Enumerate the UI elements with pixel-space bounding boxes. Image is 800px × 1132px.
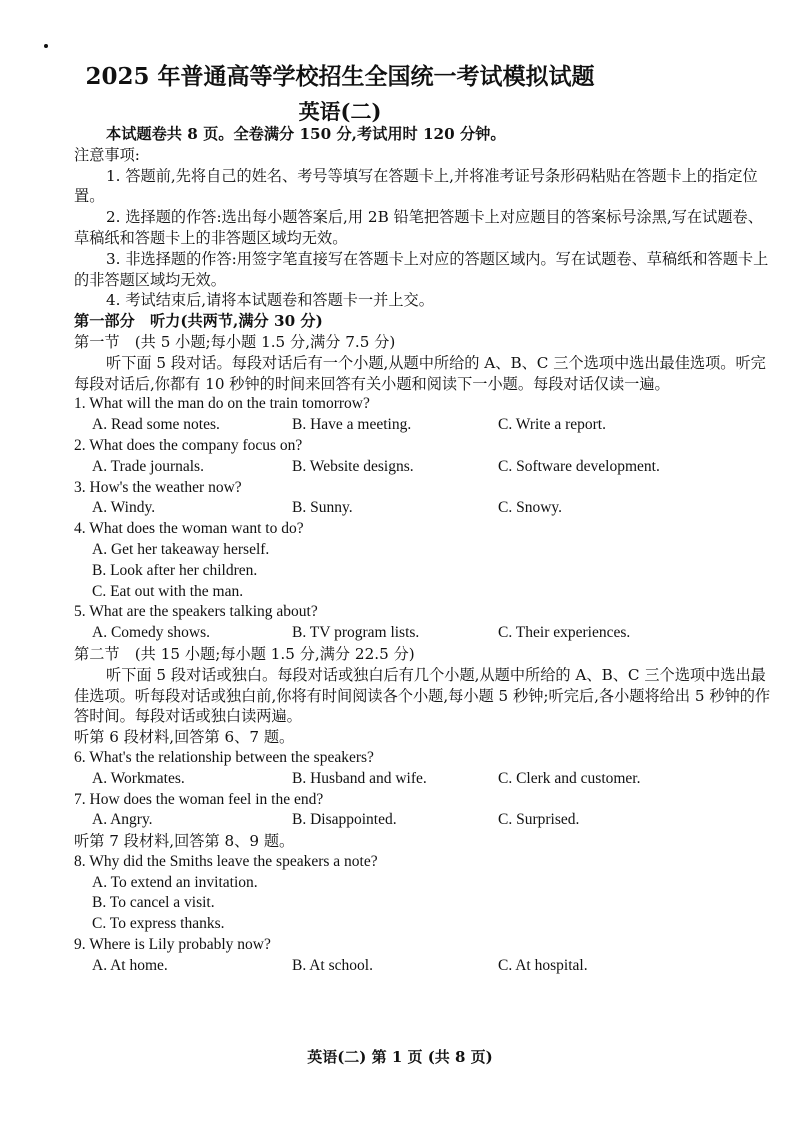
option-a: A. Angry.: [92, 811, 153, 829]
option-c: C. Surprised.: [498, 811, 580, 829]
notice-item-4: 4. 考试结束后,请将本试题卷和答题卡一并上交。: [106, 291, 434, 310]
option-row: [74, 498, 774, 519]
notice-item-1: 1. 答题前,先将自己的姓名、考号等填写在答题卡上,并将准考证号条形码粘贴在答题卡上的指定位置。: [74, 166, 758, 206]
option-c: C. Their experiences.: [498, 624, 631, 642]
option-b: B. To cancel a visit.: [92, 894, 215, 912]
exam-subtitle: 英语(二): [298, 99, 382, 124]
question-stem: 6. What's the relationship between the speakers?: [74, 748, 374, 766]
option-c: C. Snowy.: [498, 499, 563, 517]
option-c: C. Eat out with the man.: [92, 582, 244, 600]
option-b: B. Husband and wife.: [292, 769, 427, 787]
option-a: A. To extend an invitation.: [92, 873, 258, 891]
question-6: [74, 748, 774, 790]
section2-intro: 听下面 5 段对话或独白。每段对话或独白后有几个小题,从题中所给的 A、B、C 三个选项中选出最佳选项。听每段对话或独白前,你将有时间阅读各个小题,每小题 5 秒钟;听完后,各小题将给出 5 秒钟的作答时间。每段对话或独白读两遍。: [74, 665, 771, 726]
option-a: A. Windy.: [92, 499, 156, 517]
question-stem: 8. Why did the Smiths leave the speakers a note?: [74, 852, 378, 870]
option-a: A. At home.: [92, 956, 168, 974]
scan-dot: [44, 44, 48, 48]
option-b: B. TV program lists.: [292, 624, 420, 642]
option-b: B. Have a meeting.: [292, 416, 412, 434]
option-b: B. Sunny.: [292, 499, 353, 517]
question-4: [74, 519, 774, 602]
question-stem: 7. How does the woman feel in the end?: [74, 790, 324, 808]
option-a: A. Trade journals.: [92, 457, 204, 475]
option-row: [74, 415, 774, 436]
option-row: [74, 457, 774, 478]
option-b: B. Disappointed.: [292, 811, 397, 829]
exam-body: [74, 124, 774, 977]
question-5: [74, 602, 774, 644]
section2-heading: 第二节 (共 15 小题;每小题 1.5 分,满分 22.5 分): [74, 644, 415, 663]
question-9: [74, 935, 774, 977]
exam-title: 2025 年普通高等学校招生全国统一考试模拟试题: [85, 63, 595, 90]
option-b: B. Look after her children.: [92, 561, 258, 579]
section1-heading: 第一节 (共 5 小题;每小题 1.5 分,满分 7.5 分): [74, 332, 396, 351]
material-7-label: 听第 7 段材料,回答第 8、9 题。: [74, 832, 295, 851]
question-7: [74, 790, 774, 832]
question-2: [74, 436, 774, 478]
option-c: C. Software development.: [498, 457, 660, 475]
option-a: A. Comedy shows.: [92, 624, 210, 642]
section1-intro: 听下面 5 段对话。每段对话后有一个小题,从题中所给的 A、B、C 三个选项中选出最佳选项。听完每段对话后,你都有 10 秒钟的时间来回答有关小题和阅读下一小题。每段对话仅读一遍。: [74, 353, 766, 393]
option-row: [74, 956, 774, 977]
option-c: C. At hospital.: [498, 956, 588, 974]
notice-heading: 注意事项:: [74, 145, 140, 164]
option-c: C. To express thanks.: [92, 915, 225, 933]
option-c: C. Write a report.: [498, 416, 606, 434]
part1-heading: 第一部分 听力(共两节,满分 30 分): [74, 312, 323, 331]
option-row: [74, 769, 774, 790]
question-stem: 1. What will the man do on the train tomorrow?: [74, 395, 370, 413]
question-stem: 4. What does the woman want to do?: [74, 520, 304, 538]
question-stem: 5. What are the speakers talking about?: [74, 603, 318, 621]
material-6-label: 听第 6 段材料,回答第 6、7 题。: [74, 728, 295, 747]
option-a: A. Get her takeaway herself.: [92, 540, 270, 558]
option-b: B. Website designs.: [292, 457, 414, 475]
exam-summary: 本试题卷共 8 页。全卷满分 150 分,考试用时 120 分钟。: [106, 125, 506, 143]
question-stem: 2. What does the company focus on?: [74, 436, 303, 454]
question-1: [74, 394, 774, 436]
question-8: [74, 852, 774, 935]
question-3: [74, 478, 774, 520]
page-footer: 英语(二) 第 1 页 (共 8 页): [307, 1048, 493, 1066]
notice-item-2: 2. 选择题的作答:选出每小题答案后,用 2B 铅笔把答题卡上对应题目的答案标号涂黑,写在试题卷、草稿纸和答题卡上的非答题区域均无效。: [74, 208, 763, 247]
option-row: [74, 810, 774, 831]
question-stem: 9. Where is Lily probably now?: [74, 936, 271, 954]
option-b: B. At school.: [292, 956, 373, 974]
notice-item-3: 3. 非选择题的作答:用签字笔直接写在答题卡上对应的答题区域内。写在试题卷、草稿纸和答题卡上的非答题区域均无效。: [74, 249, 769, 289]
option-a: A. Workmates.: [92, 769, 185, 787]
option-row: [74, 623, 774, 644]
option-c: C. Clerk and customer.: [498, 769, 641, 787]
option-a: A. Read some notes.: [92, 416, 220, 434]
question-stem: 3. How's the weather now?: [74, 478, 242, 496]
